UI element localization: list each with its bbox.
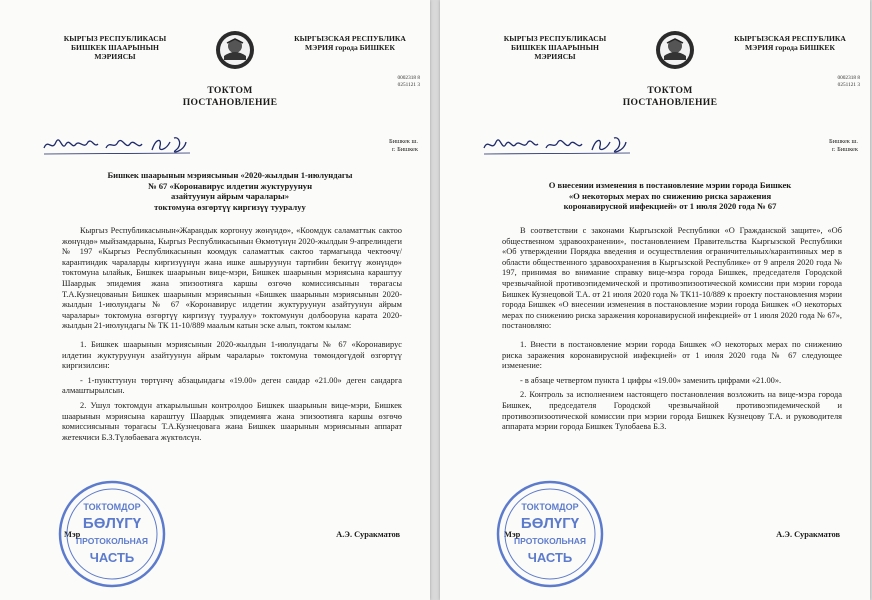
- stamp-line-4: ЧАСТЬ: [527, 550, 573, 565]
- header-left: [480, 34, 630, 61]
- protocol-stamp-icon: [494, 478, 606, 590]
- header-right-line: КЫРГЫЗСКАЯ РЕСПУБЛИКА: [734, 34, 846, 43]
- heading-line: О внесении изменения в постановление мэрии города Бишкек: [548, 180, 792, 190]
- header-right-line: МЭРИЯ города БИШКЕК: [305, 43, 395, 52]
- title-kg: ТОКТОМ: [647, 85, 693, 96]
- signer-name: А.Э. Суракматов: [336, 530, 400, 539]
- header-left: [40, 34, 190, 61]
- paragraph: Кыргыз Республикасынын«Жарандык коргонуу жөнүндө», «Коомдук саламаттык сактоо жөнүндө» мыйзамдарына, Кыргыз Республикасынын Өкмөтүнүн 2020-жылдын 9-апрелиндеги № 197 «Кыргыз Республикасынын коомдук саламаттык сактоо тармагында чектөөчү/карантиндик чараларды киргизүүнүн жана ишке ашыруунун тартибин бекитүү жөнүндө» токтомуна ылайык, Бишкек шаарынын вице-мэри, Бишкек шаарынын мэриясына караштуу Шаардык эпидемия жана эпизоотияга каршы өзгөчө комиссиясынын төрагасы Т.А.Кузнецованын Бишкек шаарынын мэриясынын «Бишкек шаарынын мэриясынын 2020-жылдын 1-июлундагы № 67 «Коронавирус илдетин жуктуруунун азайтуунун айрым чаралары» токтомуна өзгөртүү киргизүү тууралуу» токтомунун долбооруна карата 2020-жылдын 21-июлундагы № ТК 11-10/889 маалым катын эске алып, токтом кылам:: [62, 226, 402, 331]
- title-kg: ТОКТОМ: [207, 85, 253, 96]
- header-left-line: КЫРГЫЗ РЕСПУБЛИКАСЫ: [503, 34, 607, 43]
- heading-line: токтомуна өзгөртүү киргизүү тууралуу: [154, 201, 306, 212]
- document-page-russian: [440, 0, 870, 600]
- resolution-heading: [500, 180, 840, 212]
- header-right-line: МЭРИЯ города БИШКЕК: [745, 43, 835, 52]
- document-page-kyrgyz: [0, 0, 430, 600]
- state-emblem-icon: [215, 30, 255, 70]
- header-left-line: БИШКЕК ШААРЫНЫН: [71, 43, 159, 52]
- header-right-line: КЫРГЫЗСКАЯ РЕСПУБЛИКА: [294, 34, 406, 43]
- stamp-line-3: ПРОТОКОЛЬНАЯ: [514, 536, 586, 546]
- protocol-stamp-icon: [56, 478, 168, 590]
- header-left-line: МЭРИЯСЫ: [534, 52, 576, 61]
- code-line: 0251121 3: [397, 82, 420, 88]
- stamp-line-2: БӨЛҮГҮ: [82, 515, 142, 532]
- header-left-line: КЫРГЫЗ РЕСПУБЛИКАСЫ: [63, 34, 167, 43]
- paragraph: 1. Бишкек шаарынын мэриясынын 2020-жылдын 1-июлундагы № 67 «Коронавирус илдетин жуктуруунун азайтуунун айрым чаралары» токтомуна төмөндөгүдөй өзгөртүү киргизилсин:: [62, 339, 402, 371]
- city-label: [348, 138, 418, 154]
- city-kg: Бишкек ш.: [828, 138, 858, 145]
- code-line: 0251121 3: [837, 82, 860, 88]
- heading-line: коронавирусной инфекцией» от 1 июля 2020 года № 67: [563, 201, 777, 211]
- header-right: [280, 34, 420, 52]
- document-type-title: [130, 85, 330, 109]
- stamp-line-2: БӨЛҮГҮ: [520, 515, 580, 532]
- signer-name: А.Э. Суракматов: [776, 530, 840, 539]
- code-line: 0002318 8: [397, 75, 420, 81]
- header-left-line: БИШКЕК ШААРЫНЫН: [511, 43, 599, 52]
- paragraph: - 1-пункттунун төртүнчү абзацындагы «19.00» деген сандар «21.00» деген сандарга алмаштырылсын.: [62, 375, 402, 396]
- handwritten-date: [40, 128, 200, 158]
- title-ru: ПОСТАНОВЛЕНИЕ: [622, 97, 718, 108]
- code-line: 0002318 8: [837, 75, 860, 81]
- paragraph: 2. Ушул токтомдун аткарылышын контролдоо Бишкек шаарынын вице-мэри, Бишкек шаарынын мэриясына караштуу Шаардык эпидемияга жана эпизоотияга каршы өзгөчө комиссиясынын төрагасы Т.А.Кузнецовага жана Бишкек шаарынын мэриясынын аппарат жетекчиси Б.З.Түлөбаевага жүктөлсүн.: [62, 400, 402, 442]
- header-left-line: МЭРИЯСЫ: [94, 52, 136, 61]
- signer-position: Мэр: [504, 530, 521, 539]
- heading-line: № 67 «Коронавирус илдетин жуктуруунун: [147, 180, 313, 191]
- paragraph: В соответствии с законами Кыргызской Республики «О Гражданской защите», «Об общественном здравоохранении», постановлением Правительства Кыргызской Республики «Об утверждении Порядка введения и осуществления ограничительных/карантинных мер в области общественного здравоохранения в Кыргызской Республике» от 9 апреля 2020 года № 197, принимая во внимание справку вице-мэра города Бишкек, председателя Городской чрезвычайной противоэпидемической и противоэпизоотической комиссии при мэрии города Бишкек Кузнецовой Т.А. от 21 июля 2020 года № ТК11-10/889 к проекту постановления мэрии города Бишкек «О внесении изменения в постановление мэрии города Бишкек «О некоторых мерах по снижению риска заражения коронавирусной инфекцией» от 1 июля 2020 года № 67», постановляю:: [502, 226, 842, 331]
- resolution-body: [62, 226, 402, 447]
- stamp-line-1: ТОКТОМДОР: [521, 502, 579, 512]
- heading-line: «О некоторых мерах по снижению риска заражения: [568, 190, 772, 201]
- resolution-body: [502, 226, 842, 437]
- stamp-line-1: ТОКТОМДОР: [83, 502, 141, 512]
- document-codes: [800, 75, 860, 89]
- city-ru: г. Бишкек: [832, 146, 858, 153]
- city-ru: г. Бишкек: [392, 146, 418, 153]
- title-ru: ПОСТАНОВЛЕНИЕ: [182, 97, 278, 108]
- paragraph: - в абзаце четвертом пункта 1 цифры «19.00» заменить цифрами «21.00».: [520, 375, 782, 385]
- document-type-title: [570, 85, 770, 109]
- handwritten-date: [480, 128, 640, 158]
- resolution-heading: [60, 170, 400, 212]
- city-label: [788, 138, 858, 154]
- city-kg: Бишкек ш.: [388, 138, 418, 145]
- stamp-line-3: ПРОТОКОЛЬНАЯ: [76, 536, 148, 546]
- state-emblem-icon: [655, 30, 695, 70]
- paragraph: 1. Внести в постановление мэрии города Бишкек «О некоторых мерах по снижению риска заражения коронавирусной инфекцией» от 1 июля 2020 года № 67 следующее изменение:: [502, 339, 842, 371]
- signer-position: Мэр: [64, 530, 81, 539]
- header-right: [720, 34, 860, 52]
- paragraph: 2. Контроль за исполнением настоящего постановления возложить на вице-мэра города Бишкек, председателя Городской чрезвычайной противоэпидемической и противоэпизоотической комиссии при мэрии города Бишкек Кузнецову Т.А. и руководителя аппарата мэрии города Бишкек Тулобаева Б.З.: [502, 390, 842, 432]
- heading-line: азайтуунун айрым чаралары»: [171, 191, 289, 201]
- document-codes: [360, 75, 420, 89]
- stamp-line-4: ЧАСТЬ: [89, 550, 135, 565]
- heading-line: Бишкек шаарынын мэриясынын «2020-жылдын 1-июлундагы: [107, 170, 353, 180]
